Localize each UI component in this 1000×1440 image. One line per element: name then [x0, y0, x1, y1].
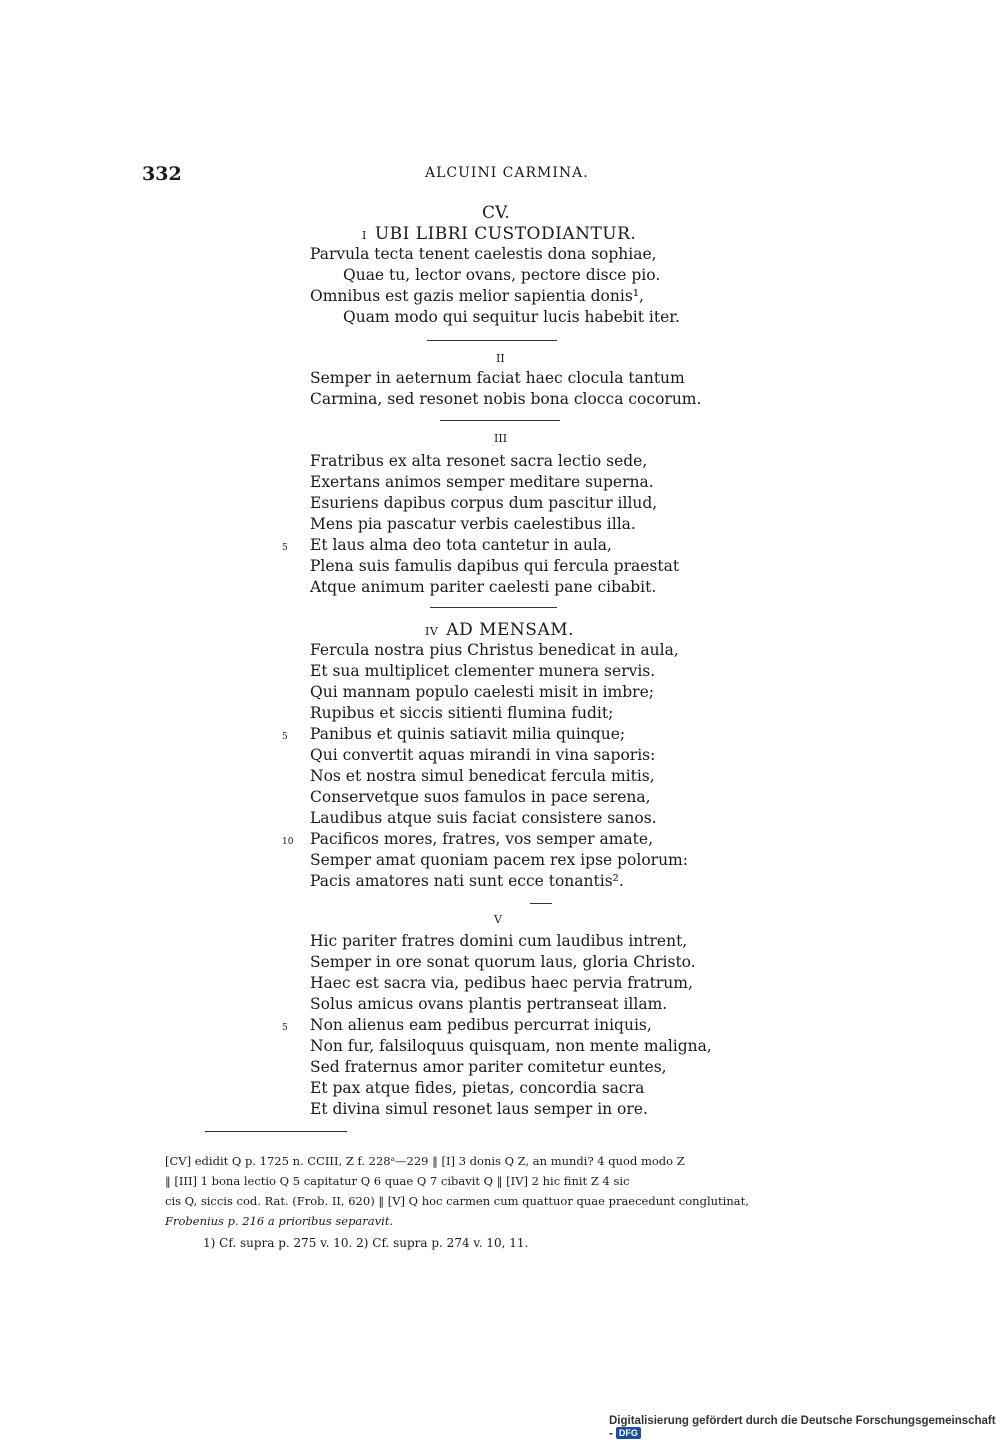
poem-number: CV.	[482, 203, 510, 223]
verse-line: Semper amat quoniam pacem rex ipse polorum:	[310, 851, 688, 869]
verse-line: Pacis amatores nati sunt ecce tonantis².	[310, 872, 624, 890]
running-title: ALCUINI CARMINA.	[425, 165, 589, 181]
verse-line: Hic pariter fratres domini cum laudibus intrent,	[310, 932, 688, 950]
line-number: 5	[282, 1023, 288, 1033]
verse-line: Et pax atque fides, pietas, concordia sacra	[310, 1079, 645, 1097]
verse-block	[282, 451, 680, 598]
apparatus-rule	[205, 1131, 347, 1132]
verse-line: Atque animum pariter caelesti pane cibabit.	[310, 578, 657, 596]
section-title: UBI LIBRI CUSTODIANTUR.	[374, 224, 637, 244]
verse-line: Et sua multiplicet clementer munera servis.	[310, 662, 656, 680]
verse-block	[282, 931, 712, 1120]
verse-block	[282, 640, 688, 892]
verse-line: Haec est sacra via, pedibus haec pervia fratrum,	[310, 974, 693, 992]
section-divider	[427, 340, 557, 341]
footer-credit	[609, 1415, 1000, 1440]
apparatus-line: Frobenius p. 216 a prioribus separavit.	[165, 1214, 394, 1228]
verse-line: Quam modo qui sequitur lucis habebit iter.	[343, 308, 680, 326]
apparatus-line: ‖ [III] 1 bona lectio Q 5 capitatur Q 6 quae Q 7 cibavit Q ‖ [IV] 2 hic finit Z 4 sic	[165, 1174, 630, 1188]
verse-line: Qui mannam populo caelesti misit in imbre;	[310, 683, 654, 701]
section-roman: III	[494, 432, 508, 445]
page-number: 332	[142, 163, 182, 185]
footnotes: 1) Cf. supra p. 275 v. 10. 2) Cf. supra p. 274 v. 10, 11.	[203, 1236, 529, 1250]
line-number: 5	[282, 732, 288, 742]
verse-line: Semper in ore sonat quorum laus, gloria Christo.	[310, 953, 696, 971]
verse-line: Parvula tecta tenent caelestis dona sophiae,	[310, 245, 657, 263]
verse-block	[310, 368, 701, 410]
verse-line: Qui convertit aquas mirandi in vina saporis:	[310, 746, 656, 764]
verse-line: Sed fraternus amor pariter comitetur euntes,	[310, 1058, 667, 1076]
section-title: AD MENSAM.	[446, 620, 575, 640]
footer-text: Digitalisierung gefördert durch die Deutsche Forschungsgemeinschaft -	[609, 1415, 996, 1440]
apparatus-line: [CV] edidit Q p. 1725 n. CCIII, Z f. 228ᵃ—229 ‖ [I] 3 donis Q Z, an mundi? 4 quod modo Z	[165, 1154, 685, 1168]
verse-line: 5 Et laus alma deo tota cantetur in aula,	[310, 535, 679, 556]
verse-block	[310, 244, 680, 328]
dfg-logo: DFG	[616, 1427, 641, 1439]
verse-line: Fercula nostra pius Christus benedicat in aula,	[310, 641, 679, 659]
verse-line: Fratribus ex alta resonet sacra lectio sede,	[310, 452, 648, 470]
section-divider	[430, 607, 557, 608]
verse-line: Plena suis famulis dapibus qui fercula praestat	[310, 557, 680, 575]
section-roman: I	[362, 229, 367, 242]
verse-line: Quae tu, lector ovans, pectore disce pio.	[343, 266, 661, 284]
verse-line: Mens pia pascatur verbis caelestibus illa.	[310, 515, 636, 533]
verse-line: Rupibus et siccis sitienti flumina fudit;	[310, 704, 614, 722]
verse-line: 5 Non alienus eam pedibus percurrat iniquis,	[310, 1015, 712, 1036]
verse-line: Semper in aeternum faciat haec clocula tantum	[310, 369, 685, 387]
apparatus-line: cis Q, siccis cod. Rat. (Frob. II, 620) ‖ [V] Q hoc carmen cum quattuor quae praecedunt conglutinat,	[165, 1194, 749, 1208]
verse-line: Solus amicus ovans plantis pertranseat illam.	[310, 995, 668, 1013]
verse-line: Et divina simul resonet laus semper in ore.	[310, 1100, 648, 1118]
verse-line: Nos et nostra simul benedicat fercula mitis,	[310, 767, 655, 785]
section-roman: V	[494, 913, 502, 926]
verse-line: Exertans animos semper meditare superna.	[310, 473, 654, 491]
section-roman: IV	[425, 625, 439, 638]
verse-line: Esuriens dapibus corpus dum pascitur illud,	[310, 494, 658, 512]
section-heading	[362, 224, 636, 244]
section-roman: II	[496, 352, 505, 365]
verse-line: Laudibus atque suis faciat consistere sanos.	[310, 809, 657, 827]
line-number: 10	[282, 837, 294, 847]
line-number: 5	[282, 543, 288, 553]
section-divider	[530, 903, 552, 904]
verse-line: 5 Panibus et quinis satiavit milia quinque;	[310, 724, 688, 745]
critical-apparatus	[165, 1151, 833, 1231]
verse-line: Carmina, sed resonet nobis bona clocca cocorum.	[310, 390, 702, 408]
verse-line: Conservetque suos famulos in pace serena,	[310, 788, 651, 806]
section-heading	[425, 620, 574, 640]
section-divider	[440, 420, 560, 421]
verse-line: 10 Pacificos mores, fratres, vos semper amate,	[310, 829, 688, 850]
verse-line: Non fur, falsiloquus quisquam, non mente maligna,	[310, 1037, 712, 1055]
verse-line: Omnibus est gazis melior sapientia donis¹,	[310, 287, 644, 305]
